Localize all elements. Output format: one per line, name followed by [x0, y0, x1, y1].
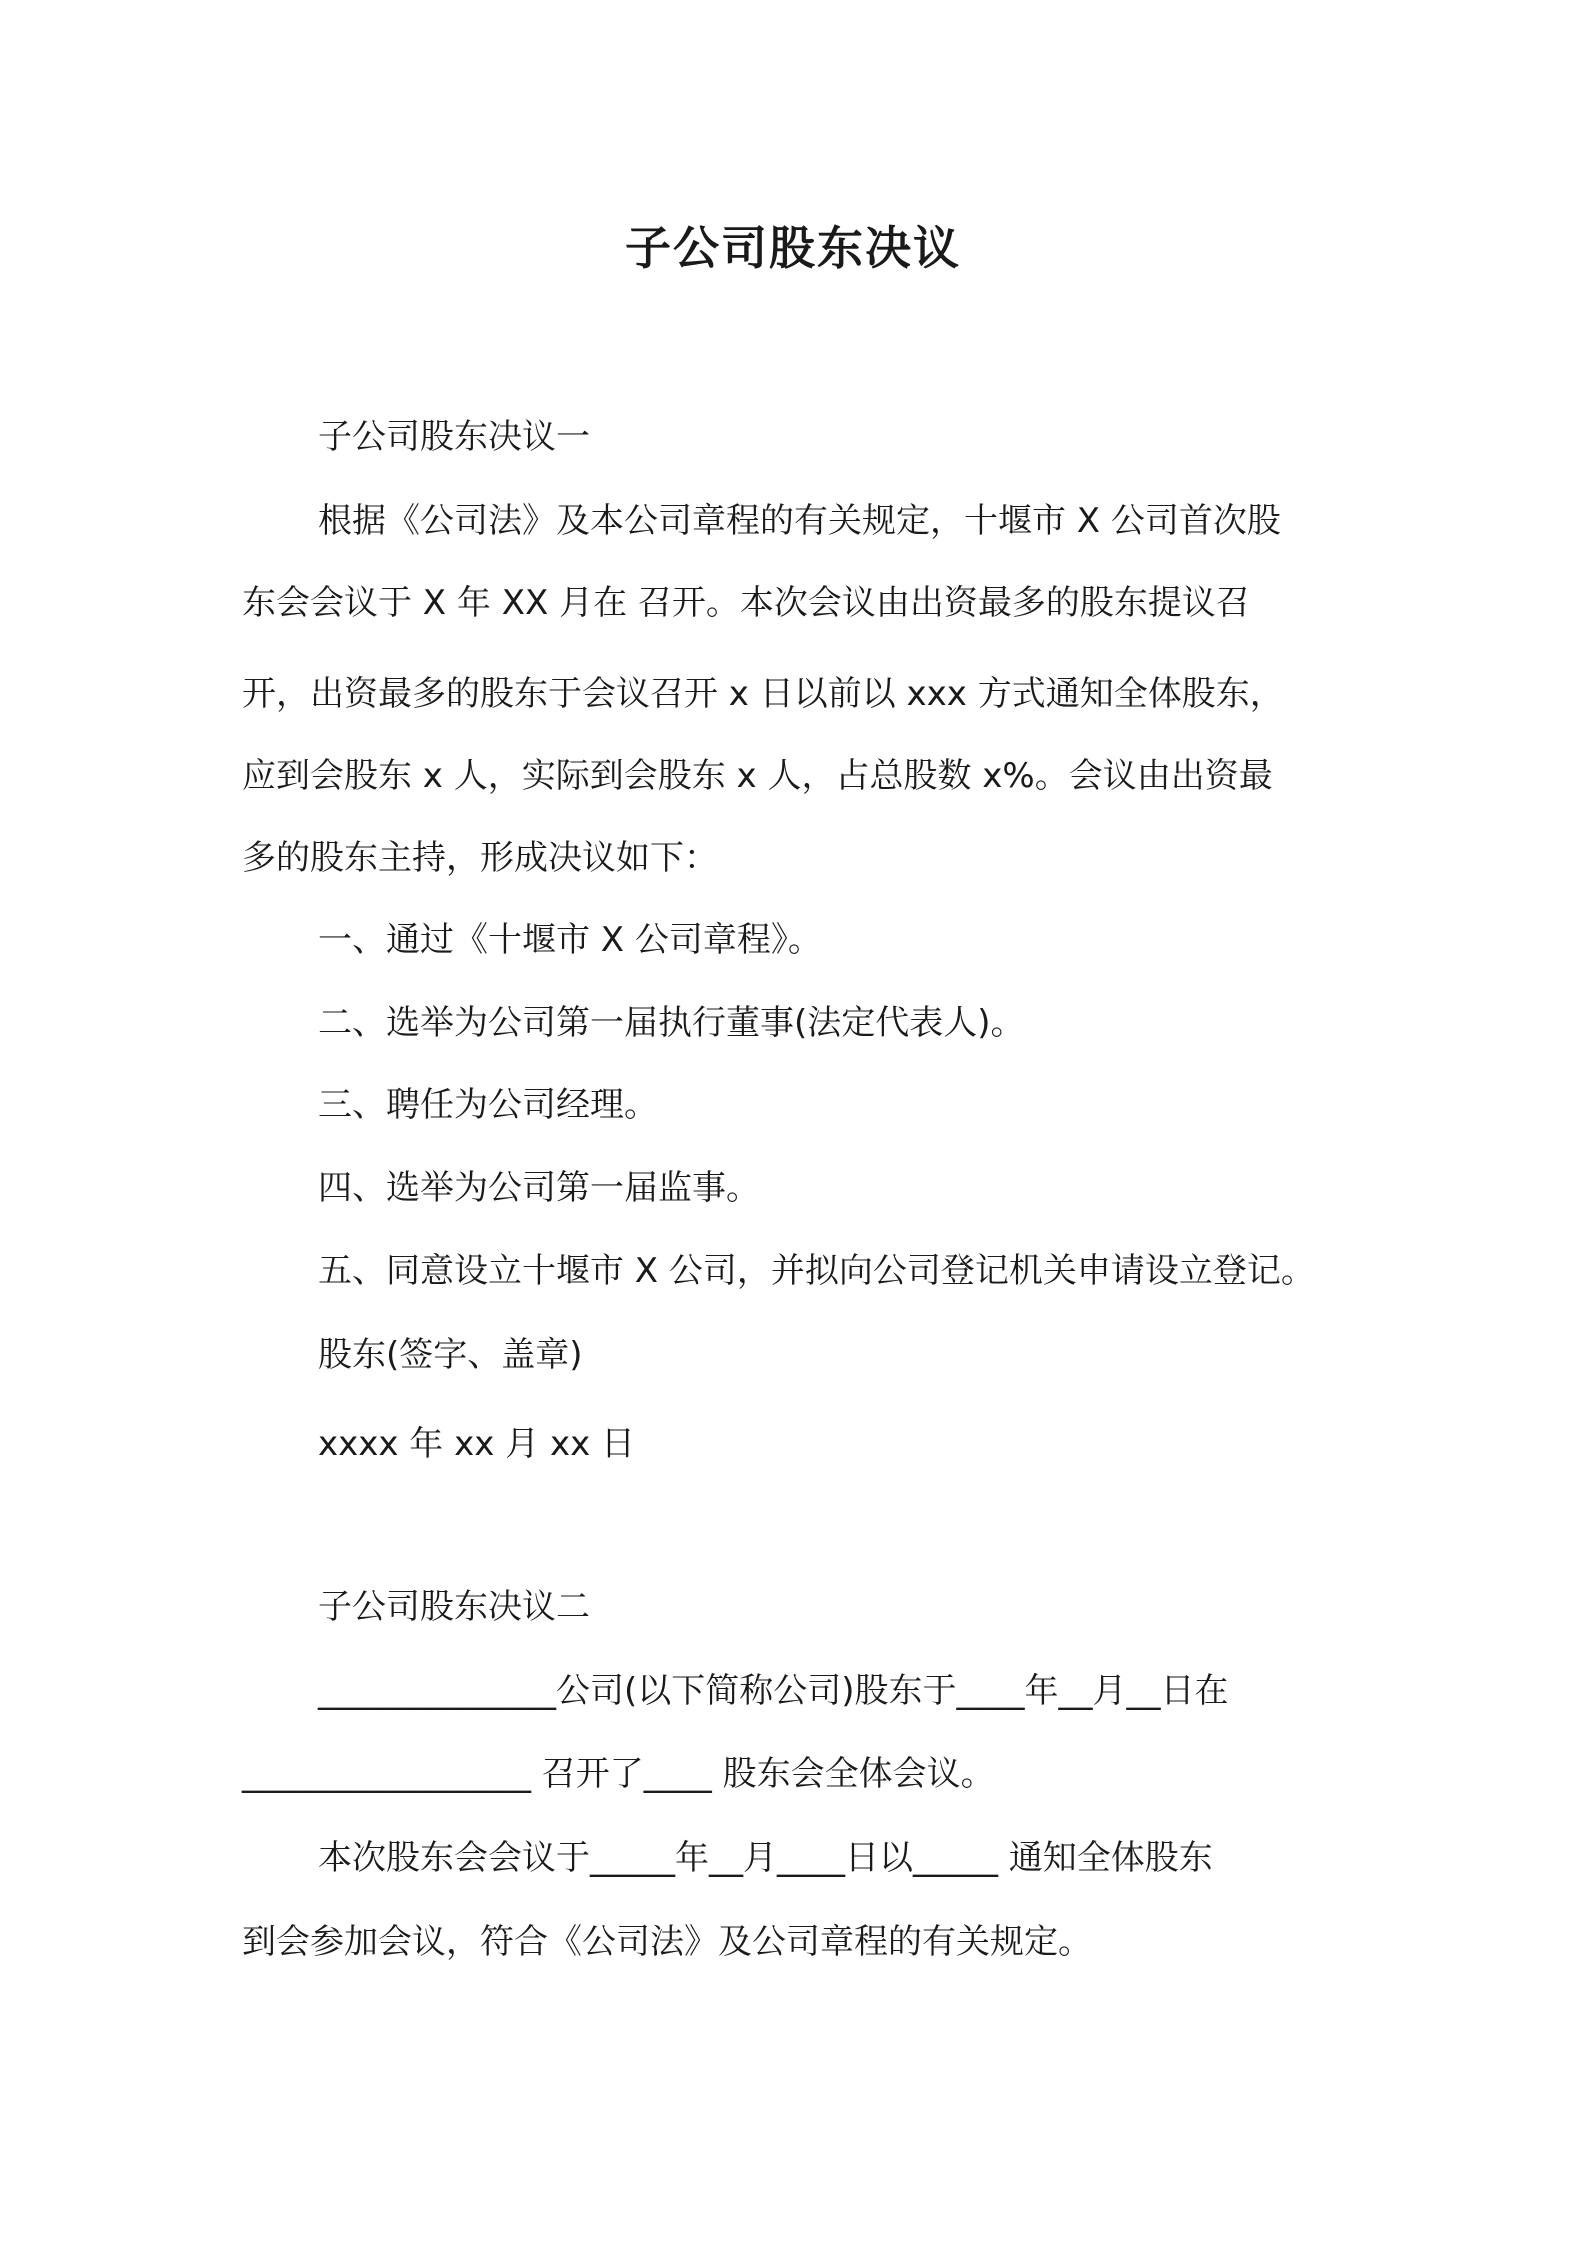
resolution-item: 四、选举为公司第一届监事。	[318, 1168, 760, 1208]
resolution-item: 二、选举为公司第一届执行董事(法定代表人)。	[318, 1003, 1025, 1043]
signature-line: 股东(签字、盖章)	[318, 1335, 583, 1375]
section1-para-line: 应到会股东 x 人，实际到会股东 x 人，占总股数 x%。会议由出资最	[242, 756, 1273, 796]
section1-para-line: 多的股东主持，形成决议如下：	[242, 838, 718, 878]
date-line: xxxx 年 xx 月 xx 日	[318, 1424, 636, 1464]
section2-para1-line: _________________ 召开了____ 股东会全体会议。	[242, 1754, 995, 1794]
section1-heading: 子公司股东决议一	[318, 417, 590, 457]
section1-para-line: 根据《公司法》及本公司章程的有关规定，十堰市 X 公司首次股	[318, 501, 1281, 541]
section2-para2-line: 本次股东会会议于_____年__月____日以_____ 通知全体股东	[318, 1838, 1213, 1878]
resolution-item: 五、同意设立十堰市 X 公司，并拟向公司登记机关申请设立登记。	[318, 1251, 1315, 1291]
section1-para-line: 东会会议于 X 年 XX 月在 召开。本次会议由出资最多的股东提议召	[242, 583, 1250, 623]
section1-para-line: 开，出资最多的股东于会议召开 x 日以前以 xxx 方式通知全体股东，	[242, 674, 1284, 714]
section2-para2-line: 到会参加会议，符合《公司法》及公司章程的有关规定。	[242, 1922, 1092, 1962]
document-title: 子公司股东决议	[625, 221, 961, 275]
section2-heading: 子公司股东决议二	[318, 1587, 590, 1627]
section2-para1-line: ______________公司(以下简称公司)股东于____年__月__日在	[318, 1671, 1229, 1711]
resolution-item: 一、通过《十堰市 X 公司章程》。	[318, 920, 822, 960]
resolution-item: 三、聘任为公司经理。	[318, 1085, 658, 1125]
